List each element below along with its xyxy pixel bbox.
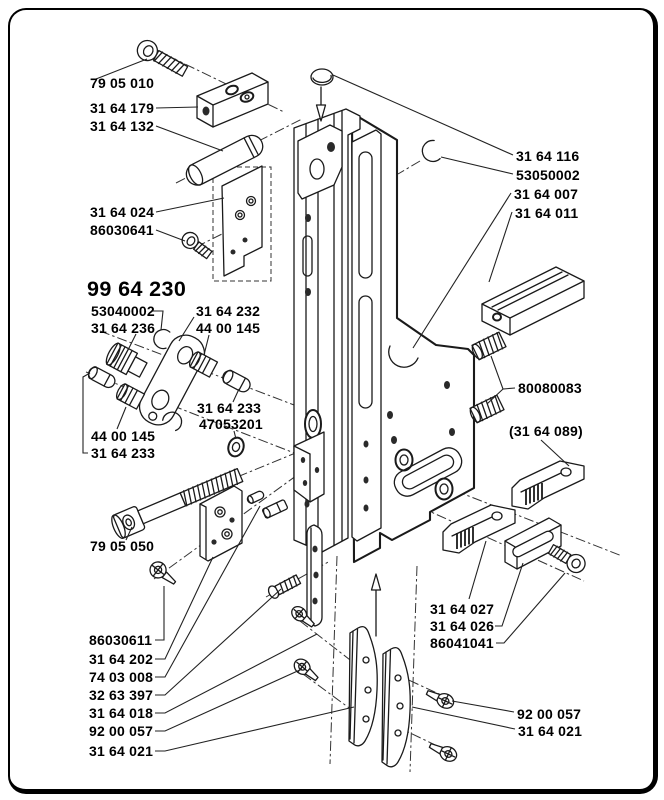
label-44-00-145-right: 44 00 145	[196, 320, 261, 336]
retainer-disc	[311, 69, 333, 121]
label-31-64-021-left: 31 64 021	[89, 743, 154, 759]
label-31-64-236: 31 64 236	[91, 320, 156, 336]
pin-31-64-233-left	[86, 365, 117, 390]
countersunk-screw-left-lower	[291, 656, 321, 684]
pin-31-64-233-right	[220, 368, 252, 394]
up-arrow	[372, 574, 381, 636]
label-53040002: 53040002	[91, 303, 155, 319]
countersunk-screw-86030611	[147, 559, 180, 589]
label-31-64-024: 31 64 024	[90, 204, 155, 220]
label-79-05-010: 79 05 010	[90, 75, 155, 91]
countersunk-screw-right-lower	[427, 739, 459, 764]
slide-plate	[352, 130, 381, 541]
socket-screw-86041041	[546, 541, 588, 576]
guide-strip	[307, 525, 322, 626]
label-31-64-026: 31 64 026	[430, 618, 495, 634]
label-32-63-397: 32 63 397	[89, 687, 154, 703]
label-74-03-008: 74 03 008	[89, 669, 154, 685]
assembly-number-title: 99 64 230	[87, 277, 187, 301]
label-31-64-011: 31 64 011	[515, 205, 579, 221]
label-44-00-145-left: 44 00 145	[91, 428, 156, 444]
label-31-64-018: 31 64 018	[89, 705, 154, 721]
main-rail	[294, 109, 360, 552]
e-clip-top	[420, 140, 440, 164]
washer-47053201	[226, 436, 246, 459]
wear-plate-right	[382, 648, 410, 767]
label-86041041: 86041041	[430, 635, 494, 651]
label-47053201: 47053201	[199, 416, 263, 432]
label-53050002: 53050002	[516, 167, 580, 183]
label-92-00-057-right: 92 00 057	[517, 706, 582, 722]
label-31-64-232: 31 64 232	[196, 303, 261, 319]
label-86030641: 86030641	[90, 222, 154, 238]
label-31-64-132: 31 64 132	[90, 118, 155, 134]
mount-block	[197, 73, 268, 127]
roll-pin-large	[262, 499, 288, 518]
label-80080083: 80080083	[518, 380, 582, 396]
label-31-64-021-right: 31 64 021	[518, 723, 583, 739]
slotted-clamp-plate	[505, 518, 561, 569]
socket-screw-86030641	[179, 229, 214, 261]
set-screw-upper	[470, 332, 506, 361]
wear-plate-left	[349, 627, 377, 746]
serrated-jaw-upper	[512, 461, 584, 509]
label-31-64-202: 31 64 202	[89, 651, 154, 667]
screw-32-63-397	[266, 573, 301, 600]
label-31-64-116: 31 64 116	[516, 148, 580, 164]
socket-screw-top	[134, 37, 190, 80]
roll-pin-small	[246, 490, 265, 504]
cover-plate	[222, 166, 262, 276]
serrated-jaw-lower	[443, 505, 515, 553]
label-31-64-233-right: 31 64 233	[197, 400, 262, 416]
clamp-block	[482, 267, 584, 335]
label-31-64-027: 31 64 027	[430, 601, 495, 617]
label-31-64-233-left: 31 64 233	[91, 445, 156, 461]
label-31-64-179: 31 64 179	[90, 100, 155, 116]
label-31-64-007: 31 64 007	[514, 186, 579, 202]
label-92-00-057-left: 92 00 057	[89, 723, 154, 739]
label-79-05-050: 79 05 050	[90, 538, 155, 554]
label-86030611: 86030611	[89, 632, 153, 648]
label-31-64-089: (31 64 089)	[509, 423, 583, 439]
